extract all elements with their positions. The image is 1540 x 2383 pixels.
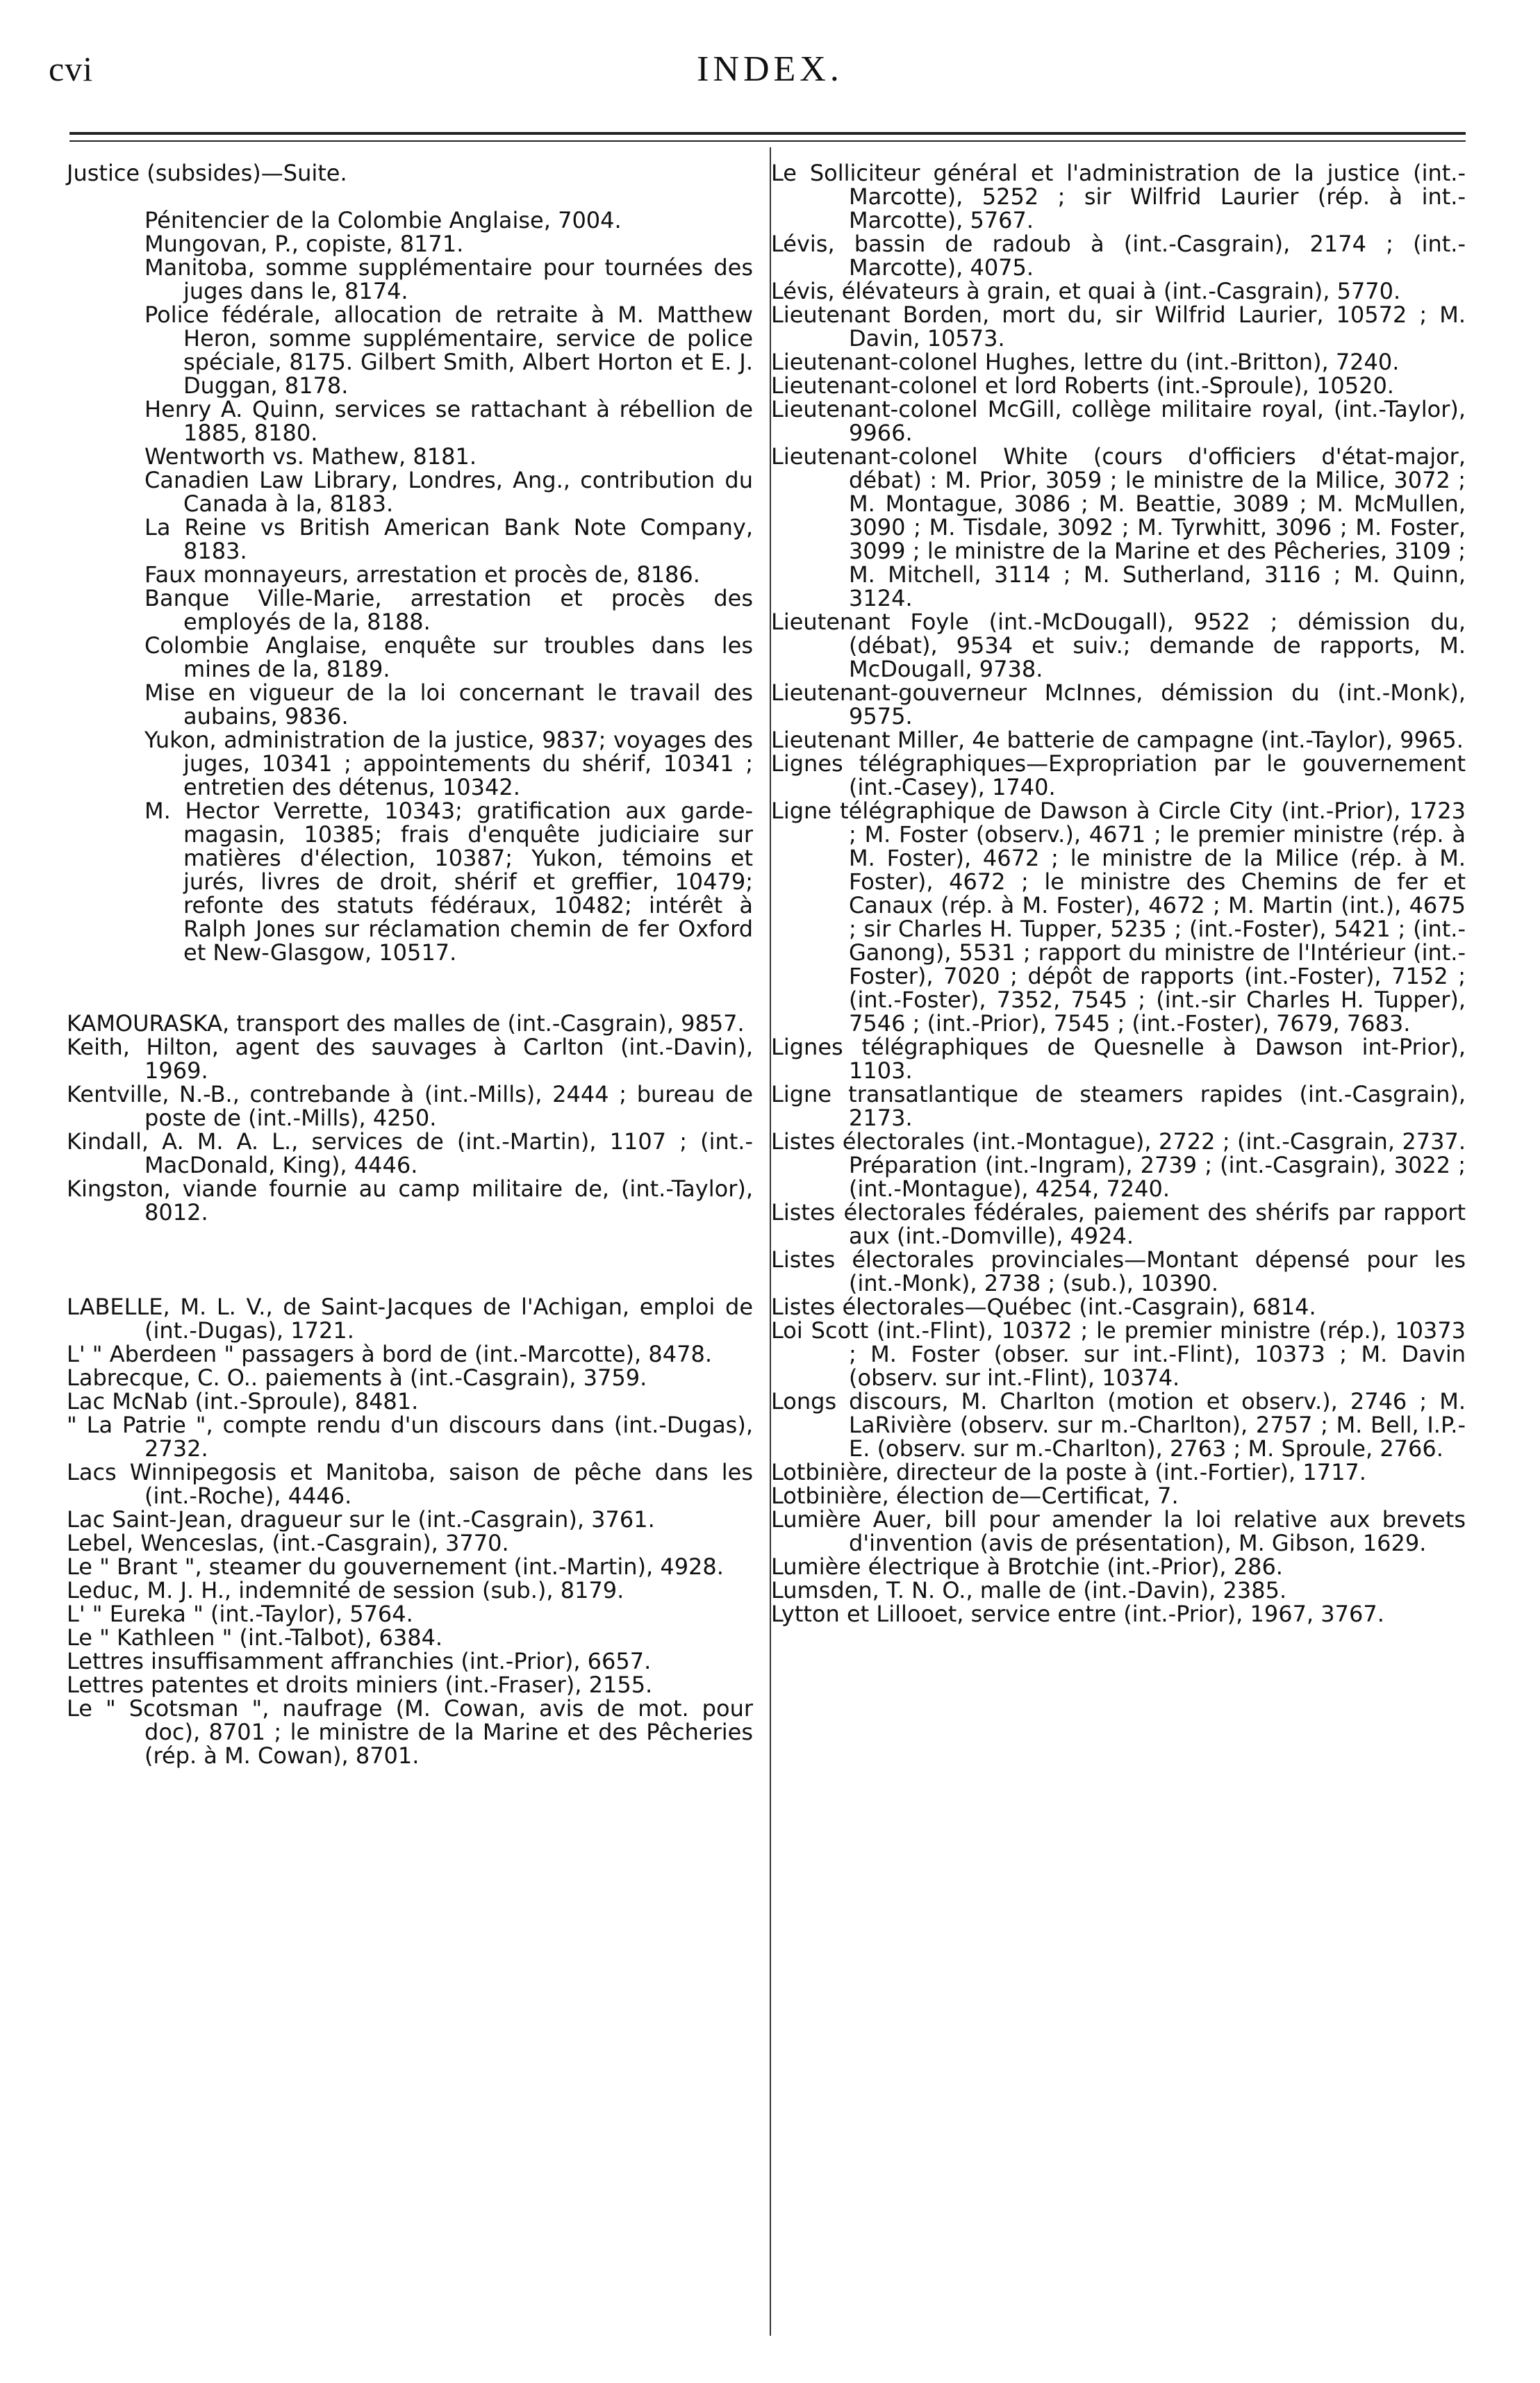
index-entry: L' " Aberdeen " passagers à bord de (int.-Marcotte), 8478. (67, 1341, 712, 1367)
justice-subentries (67, 208, 753, 964)
index-entry: LABELLE, M. L. V., de Saint-Jacques de l'Achigan, emploi de (int.-Dugas), 1721. (67, 1294, 753, 1344)
index-entry: Lettres insuffisamment affranchies (int.-Prior), 6657. (67, 1648, 652, 1674)
index-entry: Kindall, A. M. A. L., services de (int.-Martin), 1107 ; (int.-MacDonald, King), 4446. (67, 1128, 753, 1178)
left-column (67, 161, 753, 1767)
right-column (771, 161, 1466, 1626)
section-gap (67, 1224, 753, 1295)
index-entry: Le " Kathleen " (int.-Talbot), 6384. (67, 1624, 443, 1651)
header-rule (69, 132, 1466, 135)
index-entry: Lieutenant-colonel White (cours d'officiers d'état-major, débat) : M. Prior, 3059 ; le ministre de la Milice, 3072 ; M. Montague, 3086 ; M. Beattie, 3089 ; M. McMullen, 3090 ; M. Tisdale, 3092 ; M. Tyrwhitt, 3096 ; M. Foster, 3099 ; le ministre de la Marine et des Pêcheries, 3109 ; M. Mitchell, 3114 ; M. Sutherland, 3116 ; M. Quinn, 3124. (771, 443, 1466, 611)
index-entry: Lac Saint-Jean, dragueur sur le (int.-Casgrain), 3761. (67, 1506, 655, 1533)
k-section (67, 1012, 753, 1224)
index-entry: L' " Eureka " (int.-Taylor), 5764. (67, 1601, 413, 1627)
index-subentry: Yukon, administration de la justice, 9837; voyages des juges, 10341 ; appointements du shérif, 10341 ; entretien des détenus, 10342. (144, 727, 753, 800)
index-entry: Lieutenant-colonel Hughes, lettre du (int.-Britton), 7240. (771, 349, 1400, 375)
index-entry: Le " Brant ", steamer du gouvernement (int.-Martin), 4928. (67, 1553, 724, 1580)
index-entry: KAMOURASKA, transport des malles de (int.-Casgrain), 9857. (67, 1010, 745, 1037)
index-entry: Lieutenant Miller, 4e batterie de campagne (int.-Taylor), 9965. (771, 727, 1464, 753)
index-entry: Ligne transatlantique de steamers rapides (int.-Casgrain), 2173. (771, 1081, 1466, 1131)
index-subentry: M. Hector Verrette, 10343; gratification aux garde-magasin, 10385; frais d'enquête judiciaire sur matières d'élection, 10387; Yukon, témoins et jurés, livres de droit, shérif et greffier, 10479; refonte des statuts fédéraux, 10482; intérêt à Ralph Jones sur réclamation chemin de fer Oxford et New-Glasgow, 10517. (144, 798, 753, 966)
index-subentry: Wentworth vs. Mathew, 8181. (144, 443, 477, 470)
index-subentry: Henry A. Quinn, services se rattachant à rébellion de 1885, 8180. (144, 396, 753, 446)
index-entry: Lieutenant-colonel McGill, collège militaire royal, (int.-Taylor), 9966. (771, 396, 1466, 446)
index-subentry: Canadien Law Library, Londres, Ang., contribution du Canada à la, 8183. (144, 467, 753, 517)
l-section (67, 1295, 753, 1767)
index-entry: Lévis, élévateurs à grain, et quai à (int.-Casgrain), 5770. (771, 278, 1401, 304)
index-entry: Keith, Hilton, agent des sauvages à Carlton (int.-Davin), 1969. (67, 1034, 753, 1084)
index-subentry: Pénitencier de la Colombie Anglaise, 7004. (144, 207, 622, 233)
index-entry: Le Solliciteur général et l'administration de la justice (int.-Marcotte), 5252 ; sir Wilfrid Laurier (rép. à int.-Marcotte), 5767. (771, 160, 1466, 233)
index-entry: Kingston, viande fournie au camp militaire de, (int.-Taylor), 8012. (67, 1176, 753, 1226)
index-entry: Lotbinière, élection de—Certificat, 7. (771, 1483, 1179, 1509)
index-subentry: Colombie Anglaise, enquête sur troubles dans les mines de la, 8189. (144, 632, 753, 682)
index-entry: Lumière électrique à Brotchie (int.-Prior), 286. (771, 1553, 1283, 1580)
index-entry: Loi Scott (int.-Flint), 10372 ; le premier ministre (rép.), 10373 ; M. Foster (obser. sur int.-Flint), 10373 ; M. Davin (observ. sur int.-Flint), 10374. (771, 1317, 1466, 1391)
index-subentry: Mungovan, P., copiste, 8171. (144, 231, 464, 257)
index-entry: Listes électorales provinciales—Montant dépensé pour les (int.-Monk), 2738 ; (sub.), 10390. (771, 1246, 1466, 1296)
page-number: cvi (49, 49, 94, 88)
index-entry: Lignes télégraphiques—Expropriation par le gouvernement (int.-Casey), 1740. (771, 750, 1466, 800)
index-entry: Lumière Auer, bill pour amender la loi relative aux brevets d'invention (avis de présentation), M. Gibson, 1629. (771, 1506, 1466, 1556)
index-entry: Lieutenant Foyle (int.-McDougall), 9522 ; démission du, (débat), 9534 et suiv.; demande de rapports, M. McDougall, 9738. (771, 609, 1466, 682)
index-entry: Lévis, bassin de radoub à (int.-Casgrain), 2174 ; (int.-Marcotte), 4075. (771, 231, 1466, 281)
index-entry: Lac McNab (int.-Sproule), 8481. (67, 1388, 419, 1415)
index-subentry: Mise en vigueur de la loi concernant le travail des aubains, 9836. (144, 679, 753, 729)
index-entry: Lignes télégraphiques de Quesnelle à Dawson int-Prior), 1103. (771, 1034, 1466, 1084)
index-subentry: Manitoba, somme supplémentaire pour tournées des juges dans le, 8174. (144, 254, 753, 304)
index-entry: Lettres patentes et droits miniers (int.-Fraser), 2155. (67, 1672, 653, 1698)
index-subentry: Police fédérale, allocation de retraite à M. Matthew Heron, somme supplémentaire, service de police spéciale, 8175. Gilbert Smith, Albert Horton et E. J. Duggan, 8178. (144, 302, 753, 399)
index-entry: Lieutenant-gouverneur McInnes, démission du (int.-Monk), 9575. (771, 679, 1466, 729)
index-entry: Lumsden, T. N. O., malle de (int.-Davin), 2385. (771, 1577, 1287, 1603)
index-entry: Lacs Winnipegosis et Manitoba, saison de pêche dans les (int.-Roche), 4446. (67, 1459, 753, 1509)
index-subentry: Banque Ville-Marie, arrestation et procès des employés de la, 8188. (144, 585, 753, 635)
continuation-heading: Justice (subsides)—Suite. (67, 160, 347, 186)
index-entry: Lieutenant-colonel et lord Roberts (int.-Sproule), 10520. (771, 372, 1394, 399)
index-entry: Lieutenant Borden, mort du, sir Wilfrid Laurier, 10572 ; M. Davin, 10573. (771, 302, 1466, 352)
index-entry: Lytton et Lillooet, service entre (int.-Prior), 1967, 3767. (771, 1601, 1384, 1627)
index-subentry: La Reine vs British American Bank Note Company, 8183. (144, 514, 753, 564)
section-gap (67, 964, 753, 1012)
page-title: INDEX. (697, 49, 843, 89)
index-entry: Labrecque, C. O.. paiements à (int.-Casgrain), 3759. (67, 1364, 647, 1391)
index-entry: Lebel, Wenceslas, (int.-Casgrain), 3770. (67, 1530, 509, 1556)
index-entry: Le " Scotsman ", naufrage (M. Cowan, avis de mot. pour doc), 8701 ; le ministre de la Marine et des Pêcheries (rép. à M. Cowan), 8701. (67, 1695, 753, 1769)
index-entry: Ligne télégraphique de Dawson à Circle City (int.-Prior), 1723 ; M. Foster (observ.), 4671 ; le premier ministre (rép. à M. Foster), 4672 ; le ministre de la Milice (rép. à M. Foster), 4672 ; le ministre des Chemins de fer et Canaux (rép. à M. Foster), 4672 ; M. Martin (int.), 4675 ; sir Charles H. Tupper, 5235 ; (int.-Foster), 5421 ; (int.-Ganong), 5531 ; rapport du ministre de l'Intérieur (int.-Foster), 7020 ; dépôt de rapports (int.-Foster), 7152 ; (int.-Foster), 7352, 7545 ; (int.-sir Charles H. Tupper), 7546 ; (int.-Prior), 7545 ; (int.-Foster), 7679, 7683. (771, 798, 1466, 1037)
index-entry: Leduc, M. J. H., indemnité de session (sub.), 8179. (67, 1577, 624, 1603)
index-entry: Listes électorales (int.-Montague), 2722 ; (int.-Casgrain, 2737. Préparation (int.-Ingram), 2739 ; (int.-Casgrain), 3022 ; (int.-Montague), 4254, 7240. (771, 1128, 1466, 1202)
index-entry: Listes électorales fédérales, paiement des shérifs par rapport aux (int.-Domville), 4924. (771, 1199, 1466, 1249)
header-rule-thin (69, 140, 1466, 142)
index-entry: Listes électorales—Québec (int.-Casgrain), 6814. (771, 1294, 1316, 1320)
index-entry: Kentville, N.-B., contrebande à (int.-Mills), 2444 ; bureau de poste de (int.-Mills), 4250. (67, 1081, 753, 1131)
index-entry: Lotbinière, directeur de la poste à (int.-Fortier), 1717. (771, 1459, 1366, 1485)
index-entry: " La Patrie ", compte rendu d'un discours dans (int.-Dugas), 2732. (67, 1412, 753, 1462)
index-entry: Longs discours, M. Charlton (motion et observ.), 2746 ; M. LaRivière (observ. sur m.-Charlton), 2757 ; M. Bell, I.P.-E. (observ. sur m.-Charlton), 2763 ; M. Sproule, 2766. (771, 1388, 1466, 1462)
index-subentry: Faux monnayeurs, arrestation et procès de, 8186. (144, 561, 700, 588)
